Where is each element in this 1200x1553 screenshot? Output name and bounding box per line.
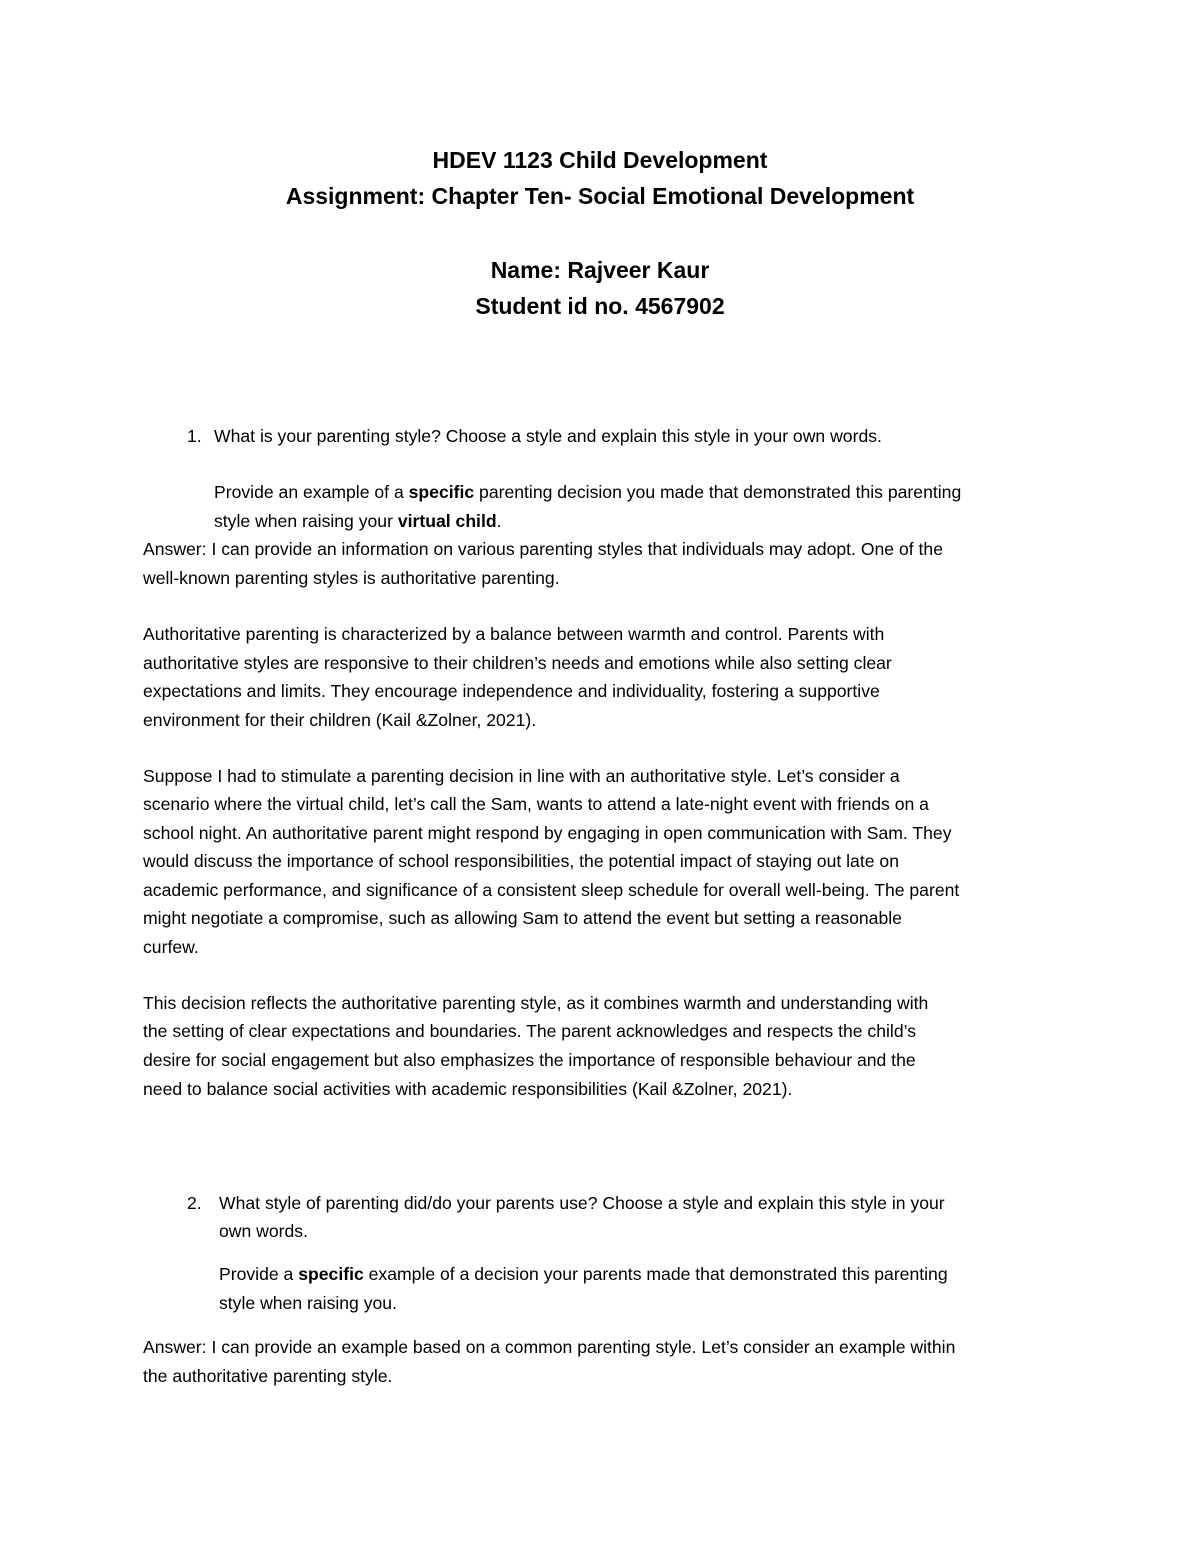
emphasis-specific: specific (298, 1264, 364, 1284)
paragraph-line: would discuss the importance of school responsibilities, the potential impact of staying out late on (143, 851, 899, 871)
title-block (0, 142, 1200, 214)
assignment-title: Assignment: Chapter Ten- Social Emotional Development (285, 183, 915, 209)
paragraph-line: scenario where the virtual child, let’s call the Sam, wants to attend a late-night event with friends on a (143, 794, 929, 814)
question-2-number: 2. (187, 1193, 202, 1213)
answer-2-line: Answer: I can provide an example based on a common parenting style. Let’s consider an example within (143, 1337, 956, 1357)
paragraph-line: school night. An authoritative parent might respond by engaging in open communication with Sam. They (143, 823, 952, 843)
answer-2-line: the authoritative parenting style. (143, 1366, 393, 1386)
paragraph-line: need to balance social activities with academic responsibilities (Kail &Zolner, 2021). (143, 1079, 793, 1099)
question-1-prompt-line-2: style when raising your virtual child. (214, 511, 502, 531)
question-1-text: What is your parenting style? Choose a style and explain this style in your own words. (214, 426, 882, 446)
student-name: Name: Rajveer Kaur (490, 257, 710, 283)
paragraph-line: expectations and limits. They encourage independence and individuality, fostering a supportive (143, 681, 880, 701)
question-2-text-line: What style of parenting did/do your parents use? Choose a style and explain this style in your (219, 1193, 945, 1213)
paragraph-line: This decision reflects the authoritative parenting style, as it combines warmth and understanding with (143, 993, 929, 1013)
question-2-text-line: own words. (219, 1221, 308, 1241)
answer-1-line: Answer: I can provide an information on various parenting styles that individuals may adopt. One of the (143, 539, 943, 559)
emphasis-virtual-child: virtual child (397, 511, 497, 531)
emphasis-specific: specific (408, 482, 475, 502)
paragraph-line: Suppose I had to stimulate a parenting decision in line with an authoritative style. Let’s consider a (143, 766, 900, 786)
question-1-prompt-line-1: Provide an example of a specific parenting decision you made that demonstrated this parenting (214, 482, 962, 502)
question-2-prompt-line-1: Provide a specific example of a decision your parents made that demonstrated this parenting (219, 1264, 948, 1284)
answer-1-line: well-known parenting styles is authoritative parenting. (143, 568, 560, 588)
paragraph-line: might negotiate a compromise, such as allowing Sam to attend the event but setting a reasonable (143, 908, 902, 928)
question-2-prompt-line-2: style when raising you. (219, 1293, 397, 1313)
student-info (0, 252, 1200, 324)
paragraph-line: authoritative styles are responsive to their children’s needs and emotions while also setting clear (143, 653, 892, 673)
paragraph-line: academic performance, and significance of a consistent sleep schedule for overall well-being. The parent (143, 880, 960, 900)
student-id: Student id no. 4567902 (475, 293, 725, 319)
question-1-number: 1. (187, 426, 202, 446)
paragraph-line: Authoritative parenting is characterized by a balance between warmth and control. Parents with (143, 624, 885, 644)
course-title: HDEV 1123 Child Development (432, 147, 768, 173)
paragraph-line: environment for their children (Kail &Zolner, 2021). (143, 710, 537, 730)
paragraph-line: the setting of clear expectations and boundaries. The parent acknowledges and respects the child’s (143, 1021, 916, 1041)
paragraph-line: curfew. (143, 937, 199, 957)
paragraph-line: desire for social engagement but also emphasizes the importance of responsible behaviour and the (143, 1050, 916, 1070)
